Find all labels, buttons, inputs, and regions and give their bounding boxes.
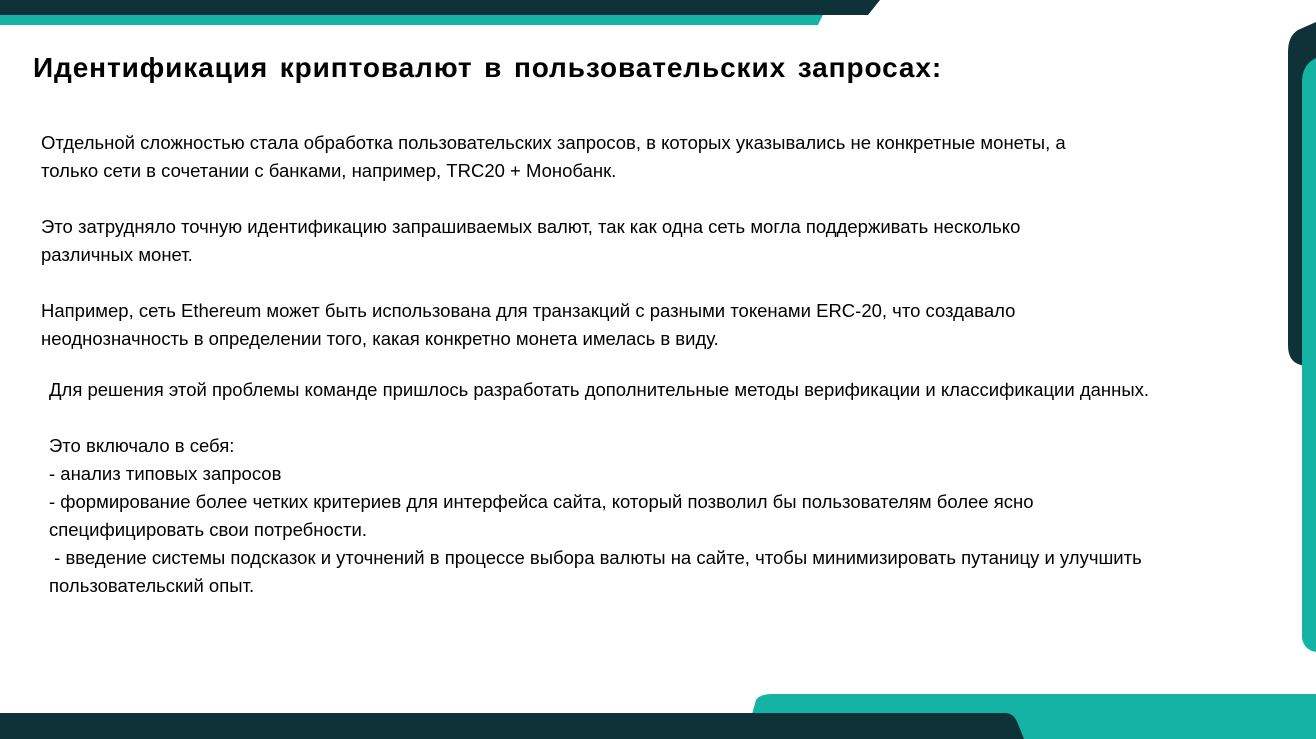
slide-title: Идентификация криптовалют в пользовательских запросах: <box>33 52 943 83</box>
bottom-dark-bar <box>0 713 1024 739</box>
list-item: - анализ типовых запросов <box>49 463 282 484</box>
paragraph-identification-difficulty <box>41 213 1020 269</box>
top-dark-bar <box>0 0 880 15</box>
paragraph-line: Отдельной сложностью стала обработка пользовательских запросов, в которых указывались не конкретные монеты, а <box>41 132 1066 153</box>
paragraph-networks-banks <box>41 129 1066 185</box>
list-item: - формирование более четких критериев для интерфейса сайта, который позволил бы пользователям более ясно <box>49 491 1034 512</box>
list-item-continuation: пользовательский опыт. <box>49 575 255 596</box>
paragraph-line: Это затрудняло точную идентификацию запрашиваемых валют, так как одна сеть могла поддерживать несколько <box>41 216 1021 237</box>
paragraph-measures-list <box>49 432 1142 600</box>
paragraph-line: Например, сеть Ethereum может быть использована для транзакций с разными токенами ERC-20, что создавало <box>41 300 1016 321</box>
paragraph-solution <box>49 376 1149 404</box>
right-teal-stripe <box>1302 58 1316 652</box>
list-item-continuation: специфицировать свои потребности. <box>49 519 367 540</box>
paragraph-line: только сети в сочетании с банками, например, TRC20 + Монобанк. <box>41 160 617 181</box>
paragraph-line: различных монет. <box>41 244 193 265</box>
paragraph-line: Это включало в себя: <box>49 435 235 456</box>
paragraph-ethereum-example <box>41 297 1015 353</box>
list-item: - введение системы подсказок и уточнений в процессе выбора валюты на сайте, чтобы минимизировать путаницу и улучшить <box>49 547 1142 568</box>
paragraph-line: неоднозначность в определении того, какая конкретно монета имелась в виду. <box>41 328 719 349</box>
paragraph-line: Для решения этой проблемы команде пришлось разработать дополнительные методы верификации и классификации данных. <box>49 379 1150 400</box>
